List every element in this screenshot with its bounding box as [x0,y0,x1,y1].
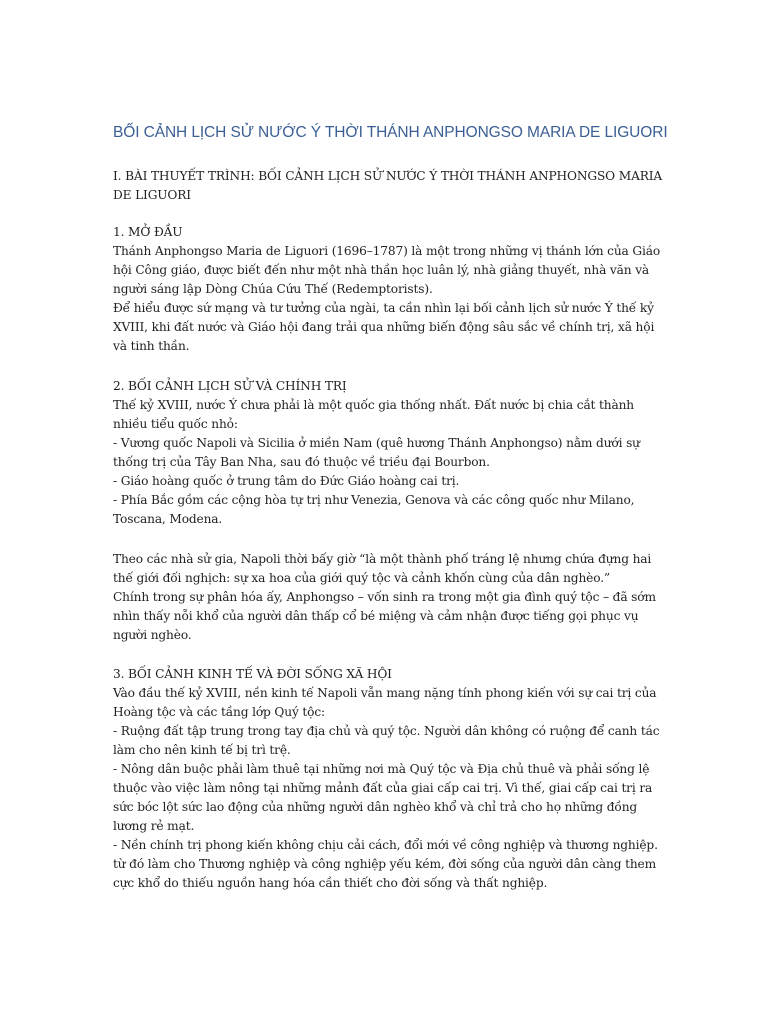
section-heading: 3. BỐI CẢNH KINH TẾ VÀ ĐỜI SỐNG XÃ HỘI [113,667,392,681]
paragraph-line: Chính trong sự phân hóa ấy, Anphongso – vốn sinh ra trong một gia đình quý tộc – đã sớm [113,590,656,604]
paragraph-line: Hoàng tộc và các tầng lớp Quý tộc: [113,705,325,719]
section-heading: 2. BỐI CẢNH LỊCH SỬ VÀ CHÍNH TRỊ [113,379,347,393]
section-heading: 1. MỞ ĐẦU [113,225,183,239]
paragraph-line: - Nông dân buộc phải làm thuê tại những nơi mà Quý tộc và Địa chủ thuê và phải sống lệ [113,762,650,776]
paragraph-line: nhiều tiểu quốc nhỏ: [113,417,238,431]
paragraph-line: cực khổ do thiếu nguồn hang hóa cần thiết cho đời sống và thất nghiệp. [113,876,548,890]
paragraph-line: sức bóc lột sức lao động của những người dân nghèo khổ và chỉ trả cho họ những đồng [113,800,638,814]
paragraph-line: nhìn thấy nỗi khổ của người dân thấp cổ bé miệng và cảm nhận được tiếng gọi phục vụ [113,609,639,623]
paragraph-line: Toscana, Modena. [113,512,223,526]
paragraph-line: - Nền chính trị phong kiến không chịu cải cách, đổi mới về công nghiệp và thương nghiệp. [113,838,658,852]
paragraph-line: hội Công giáo, được biết đến như một nhà thần học luân lý, nhà giảng thuyết, nhà văn và [113,263,650,277]
paragraph-line: XVIII, khi đất nước và Giáo hội đang trải qua những biến động sâu sắc về chính trị, xã hội [113,320,655,334]
paragraph-line: lương rẻ mạt. [113,819,195,833]
paragraph-line: thế giới đối nghịch: sự xa hoa của giới quý tộc và cảnh khốn cùng của dân nghèo.” [113,571,610,585]
paragraph-line: - Giáo hoàng quốc ở trung tâm do Đức Giáo hoàng cai trị. [113,474,460,488]
section-2-continued [113,550,658,645]
intro-heading [113,167,663,205]
paragraph-line: thống trị của Tây Ban Nha, sau đó thuộc về triều đại Bourbon. [113,455,490,469]
intro-line: I. BÀI THUYẾT TRÌNH: BỐI CẢNH LỊCH SỬ NƯỚC Ý THỜI THÁNH ANPHONGSO MARIA [113,169,663,183]
section-2 [113,377,658,529]
section-1 [113,223,661,356]
paragraph-line: Thế kỷ XVIII, nước Ý chưa phải là một quốc gia thống nhất. Đất nước bị chia cắt thành [113,398,634,412]
paragraph-line: làm cho nên kinh tế bị trì trệ. [113,743,291,757]
paragraph-line: - Ruộng đất tập trung trong tay địa chủ và quý tộc. Người dân không có ruộng để canh tác [113,724,660,738]
paragraph-line: - Phía Bắc gồm các cộng hòa tự trị như Venezia, Genova và các công quốc như Milano, [113,493,635,507]
paragraph-line: Vào đầu thế kỷ XVIII, nền kinh tế Napoli vẫn mang nặng tính phong kiến với sự cai trị của [113,686,657,700]
paragraph-line: và tinh thần. [113,339,190,353]
paragraph-line: người nghèo. [113,628,192,642]
paragraph-line: - Vương quốc Napoli và Sicilia ở miền Nam (quê hương Thánh Anphongso) nằm dưới sự [113,436,640,450]
paragraph-line: thuộc vào việc làm nông tại những mảnh đất của giai cấp cai trị. Vì thế, giai cấp cai trị ra [113,781,653,795]
intro-line: DE LIGUORI [113,188,191,202]
paragraph-line: Thánh Anphongso Maria de Liguori (1696–1787) là một trong những vị thánh lớn của Giáo [113,244,661,258]
document-title: BỐI CẢNH LỊCH SỬ NƯỚC Ý THỜI THÁNH ANPHONGSO MARIA DE LIGUORI [113,124,668,141]
section-3 [113,665,658,893]
paragraph-line: người sáng lập Dòng Chúa Cứu Thế (Redemptorists). [113,282,433,296]
paragraph-line: Để hiểu được sứ mạng và tư tưởng của ngài, ta cần nhìn lại bối cảnh lịch sử nước Ý thế kỷ [113,301,654,315]
paragraph-line: từ đó làm cho Thương nghiệp và công nghiệp yếu kém, đời sống của người dân càng them [113,857,656,871]
paragraph-line: Theo các nhà sử gia, Napoli thời bấy giờ “là một thành phố tráng lệ nhưng chứa đựng hai [113,552,652,566]
